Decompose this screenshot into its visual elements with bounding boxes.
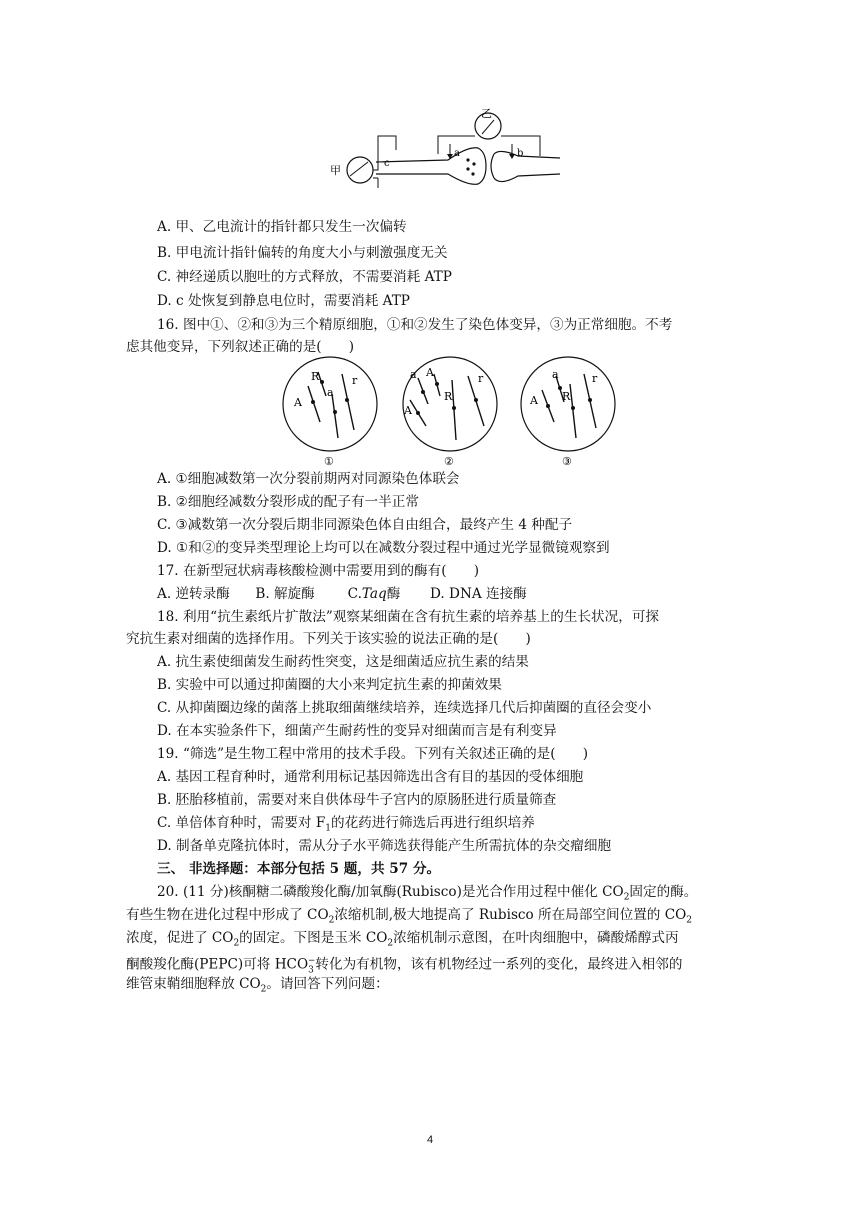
q17-stem: 17. 在新型冠状病毒核酸检测中需要用到的酶有( ) [157, 563, 480, 579]
cell2-label-R: R [444, 390, 453, 403]
q20-line3: 浓度，促进了 $CO_2$的固定。下图是玉米 $CO_2$浓缩机制示意图，在叶肉细胞中，磷酸烯醇式丙 [126, 930, 679, 949]
cell3-label-A: A [530, 394, 538, 407]
q16-option-d: D. ①和②的变异类型理论上均可以在减数分裂过程中通过光学显微镜观察到 [157, 540, 610, 556]
q15-option-d: D. c 处恢复到静息电位时，需要消耗 ATP [157, 293, 410, 309]
cell1-caption: ① [324, 455, 334, 466]
q17-option-b: B. 解旋酶 [255, 586, 315, 602]
cell3-caption: ③ [562, 455, 572, 466]
cell1-label-A: A [294, 396, 302, 409]
q19-option-b: B. 胚胎移植前，需要对来自供体母牛子宫内的原肠胚进行质量筛查 [157, 792, 557, 808]
galvanometer-jia [347, 157, 373, 183]
q15-option-b: B. 甲电流计指针偏转的角度大小与刺激强度无关 [157, 245, 448, 261]
cell2-label-A: A [426, 366, 434, 379]
q18-option-b: B. 实验中可以通过抑菌圈的大小来判定抗生素的抑菌效果 [157, 677, 502, 693]
cell3-label-r: r [592, 372, 598, 385]
cell-1 [283, 357, 377, 466]
label-b: b [517, 148, 524, 159]
cell2-label-a: a [410, 368, 417, 381]
q17-option-c: C.Taq酶 [347, 586, 401, 602]
q19-option-d: D. 制备单克隆抗体时，需从分子水平筛选获得能产生所需抗体的杂交瘤细胞 [157, 838, 612, 854]
q16-stem-line2: 虑其他变异，下列叙述正确的是( ) [126, 339, 355, 355]
cell1-label-R: R [311, 370, 320, 383]
cell3-label-R: R [562, 390, 571, 403]
q18-option-d: D. 在本实验条件下，细菌产生耐药性的变异对细菌而言是有利变异 [157, 723, 557, 739]
q17-option-a: A. 逆转录酶 [157, 586, 230, 602]
q19-option-c: C. 单倍体育种时，需要对 $F_1$的花药进行筛选后再进行组织培养 [157, 815, 535, 834]
label-c: c [384, 158, 390, 169]
q18-stem-line1: 18. 利用“抗生素纸片扩散法”观察某细菌在含有抗生素的培养基上的生长状况，可探 [157, 609, 660, 625]
cell-3 [521, 357, 615, 466]
q16-stem-line1: 16. 图中①、②和③为三个精原细胞，①和②发生了染色体变异，③为正常细胞。不考 [157, 317, 673, 333]
q17-options [157, 585, 527, 603]
cell2-caption: ② [444, 455, 454, 466]
cell1-label-r: r [352, 374, 358, 387]
q19-stem: 19. “筛选”是生物工程中常用的技术手段。下列有关叙述正确的是( ) [157, 746, 589, 762]
q19-option-a: A. 基因工程育种时，通常利用标记基因筛选出含有目的基因的受体细胞 [157, 769, 584, 785]
section-3-heading: 三、 非选择题：本部分包括 5 题，共 57 分。 [157, 861, 441, 877]
cell3-label-a: a [552, 368, 559, 381]
q17-option-d: D. DNA 连接酶 [429, 586, 527, 602]
q20-line1: 20. (11 分)核酮糖二磷酸羧化酶/加氧酶(Rubisco)是光合作用过程中催化 $CO_2$固定的酶。 [157, 884, 698, 903]
q18-stem-line2: 究抗生素对细菌的选择作用。下列关于该实验的说法正确的是( ) [126, 631, 531, 647]
neuron-galvanometer-figure [328, 108, 568, 200]
q16-option-c: C. ③减数第一次分裂后期非同源染色体自由组合，最终产生 4 种配子 [157, 517, 573, 533]
q15-option-a: A. 甲、乙电流计的指针都只发生一次偏转 [157, 219, 407, 235]
spermatogonia-figure [280, 356, 620, 466]
q18-option-c: C. 从抑菌圈边缘的菌落上挑取细菌继续培养，连续选择几代后抑菌圈的直径会变小 [157, 700, 652, 716]
cell2-label-A2: A [404, 404, 412, 417]
q18-option-a: A. 抗生素使细菌发生耐药性突变，这是细菌适应抗生素的结果 [157, 654, 529, 670]
q20-line2: 有些生物在进化过程中形成了 $CO_2$浓缩机制,极大地提高了 Rubisco 所在局部空间位置的 $CO_2$ [126, 907, 692, 926]
q20-line4: 酮酸羧化酶(PEPC)可将 $HCO_3^-$转化为有机物，该有机物经过一系列的变化，最终进入相邻的 [126, 956, 683, 976]
label-yi: 乙 [481, 108, 492, 120]
label-a: a [454, 148, 460, 159]
q20-line5: 维管束鞘细胞释放 $CO_2$。请回答下列问题： [126, 976, 389, 995]
cell1-label-a: a [327, 386, 334, 399]
cell-2 [403, 357, 497, 466]
q16-option-b: B. ②细胞经减数分裂形成的配子有一半正常 [157, 494, 419, 510]
label-jia: 甲 [330, 164, 341, 177]
q16-option-a: A. ①细胞减数第一次分裂前期两对同源染色体联会 [157, 471, 460, 487]
q15-option-c: C. 神经递质以胞吐的方式释放，不需要消耗 ATP [157, 269, 452, 285]
page-number: 4 [426, 1134, 434, 1146]
cell2-label-r: r [478, 372, 484, 385]
